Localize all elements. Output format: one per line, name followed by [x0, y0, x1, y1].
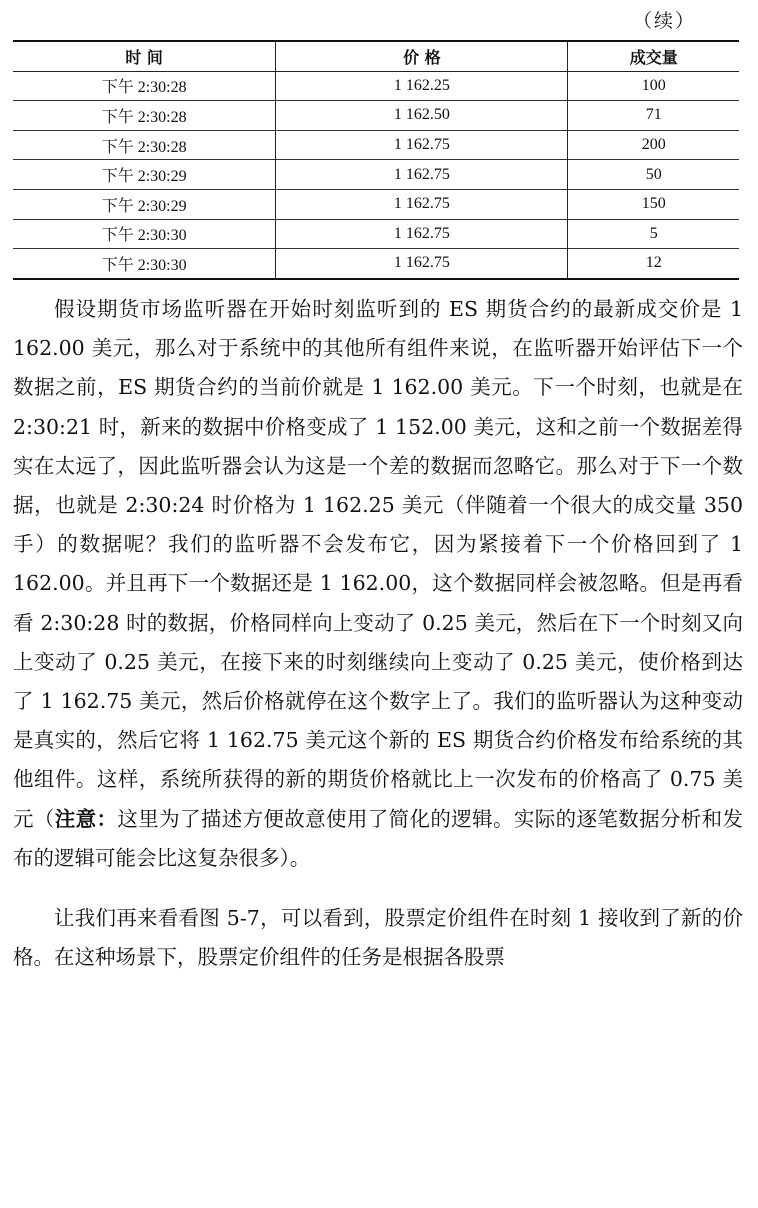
body-text [13, 290, 743, 977]
table-header-row [13, 41, 739, 71]
paragraph-text: 假设期货市场监听器在开始时刻监听到的 ES 期货合约的最新成交价是 1 162.00 美元，那么对于系统中的其他所有组件来说，在监听器开始评估下一个数据之前，ES 期货合约的当前价就是 1 162.00 美元。下一个时刻，也就是在 2:30:21 时，新来的数据中价格变成了 1 152.00 美元，这和之前一个数据差得实在太远了，因此监听器会认为这是一个差的数据而忽略它。那么对于下一个数据，也就是 2:30:24 时价格为 1 162.25 美元（伴随着一个很大的成交量 350 手）的数据呢？我们的监听器不会发布它，因为紧接着下一个价格回到了 1 162.00。并且再下一个数据还是 1 162.00，这个数据同样会被忽略。但是再看看 2:30:28 时的数据，价格同样向上变动了 0.25 美元，然后在下一个时刻又向上变动了 0.25 美元，在接下来的时刻继续向上变动了 0.25 美元，使价格到达了 1 162.75 美元，然后价格就停在这个数字上了。我们的监听器认为这种变动是真实的，然后它将 1 162.75 美元这个新的 ES 期货合约价格发布给系统的其他组件。这样，系统所获得的新的期货价格就比上一次发布的价格高了 0.75 美元（ [13, 297, 743, 831]
cell-time: 下午 2:30:28 [13, 71, 276, 101]
cell-time: 下午 2:30:30 [13, 249, 276, 279]
cell-time: 下午 2:30:28 [13, 130, 276, 160]
cell-time: 下午 2:30:28 [13, 101, 276, 131]
table-row [13, 219, 739, 249]
cell-volume: 100 [568, 71, 739, 101]
cell-volume: 71 [568, 101, 739, 131]
table-row [13, 101, 739, 131]
header-time: 时 间 [13, 41, 276, 71]
cell-price: 1 162.50 [276, 101, 568, 131]
cell-volume: 50 [568, 160, 739, 190]
cell-volume: 200 [568, 130, 739, 160]
paragraph-futures-listener [13, 290, 743, 878]
cell-volume: 150 [568, 189, 739, 219]
cell-time: 下午 2:30:30 [13, 219, 276, 249]
table-row [13, 249, 739, 279]
cell-time: 下午 2:30:29 [13, 160, 276, 190]
cell-price: 1 162.25 [276, 71, 568, 101]
cell-volume: 5 [568, 219, 739, 249]
paragraph-text: 这里为了描述方便故意使用了简化的逻辑。实际的逐笔数据分析和发布的逻辑可能会比这复杂很多）。 [13, 806, 744, 870]
header-price: 价 格 [276, 41, 568, 71]
table-row [13, 71, 739, 101]
tick-data-table [13, 40, 739, 280]
note-label: 注意： [54, 806, 118, 831]
cell-price: 1 162.75 [276, 160, 568, 190]
cell-price: 1 162.75 [276, 189, 568, 219]
cell-price: 1 162.75 [276, 219, 568, 249]
cell-time: 下午 2:30:29 [13, 189, 276, 219]
cell-price: 1 162.75 [276, 249, 568, 279]
cell-price: 1 162.75 [276, 130, 568, 160]
table-row [13, 130, 739, 160]
continued-label: （续） [632, 10, 696, 32]
paragraph-stock-pricing: 让我们再来看看图 5-7，可以看到，股票定价组件在时刻 1 接收到了新的价格。在这种场景下，股票定价组件的任务是根据各股票 [13, 906, 743, 970]
table-row [13, 189, 739, 219]
table-row [13, 160, 739, 190]
cell-volume: 12 [568, 249, 739, 279]
header-volume: 成交量 [568, 41, 739, 71]
